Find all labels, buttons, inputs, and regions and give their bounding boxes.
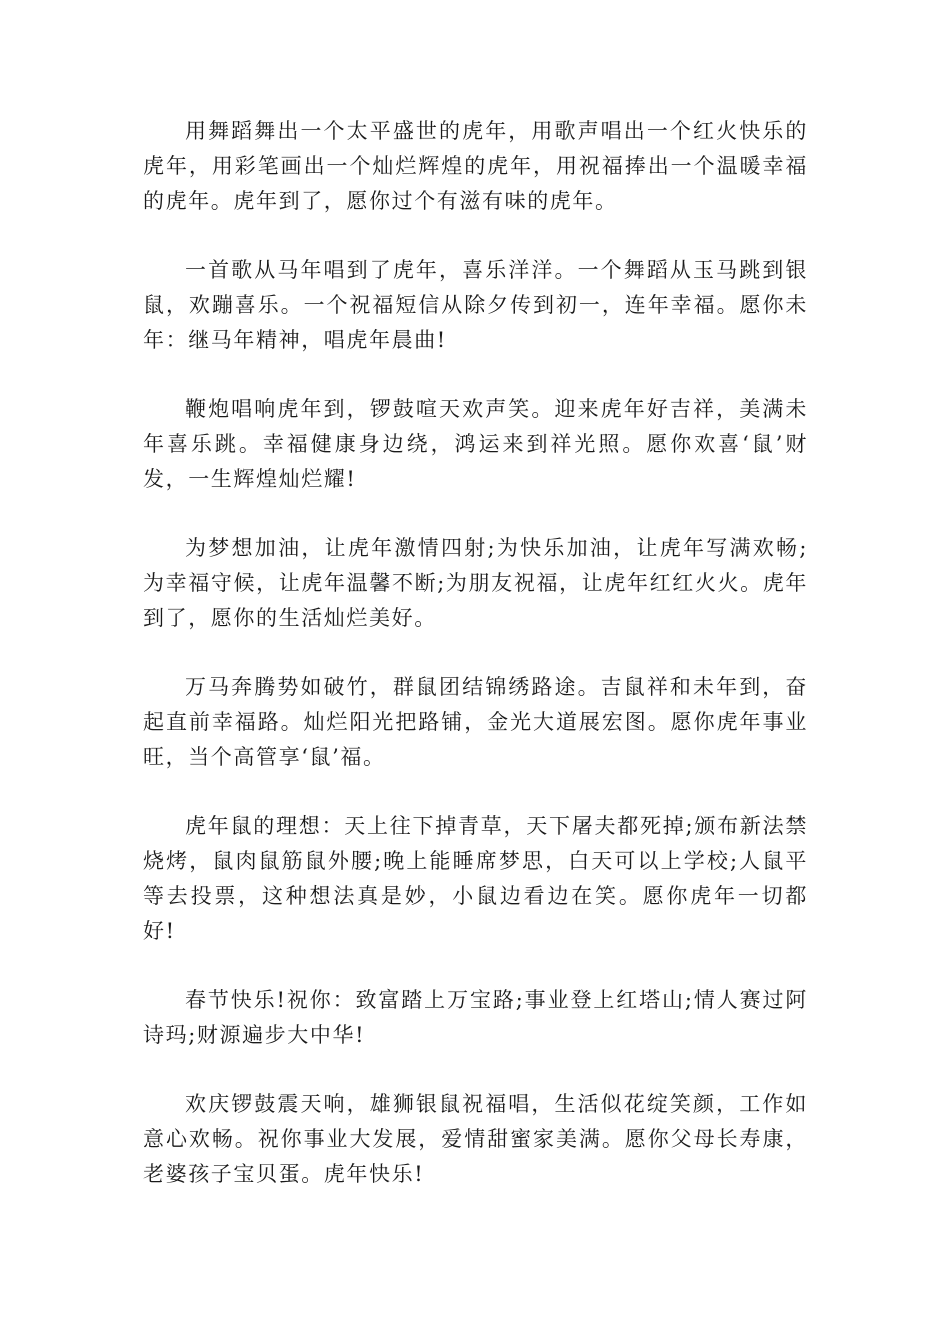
paragraph: 春节快乐!祝你：致富踏上万宝路;事业登上红塔山;情人赛过阿诗玛;财源遍步大中华!	[143, 988, 808, 1047]
paragraph: 一首歌从马年唱到了虎年，喜乐洋洋。一个舞蹈从玉马跳到银鼠，欢蹦喜乐。一个祝福短信从除夕传到初一，连年幸福。愿你未年：继马年精神，唱虎年晨曲!	[143, 258, 808, 352]
paragraph: 为梦想加油，让虎年激情四射;为快乐加油，让虎年写满欢畅;为幸福守候，让虎年温馨不断;为朋友祝福，让虎年红红火火。虎年到了，愿你的生活灿烂美好。	[143, 536, 808, 630]
paragraph: 万马奔腾势如破竹，群鼠团结锦绣路途。吉鼠祥和未年到，奋起直前幸福路。灿烂阳光把路铺，金光大道展宏图。愿你虎年事业旺，当个高管享‘鼠’福。	[143, 675, 808, 769]
paragraph: 鞭炮唱响虎年到，锣鼓喧天欢声笑。迎来虎年好吉祥，美满未年喜乐跳。幸福健康身边绕，鸿运来到祥光照。愿你欢喜‘鼠’财发，一生辉煌灿烂耀!	[143, 397, 808, 491]
paragraph: 虎年鼠的理想：天上往下掉青草，天下屠夫都死掉;颁布新法禁烧烤，鼠肉鼠筋鼠外腰;晚上能睡席梦思，白天可以上学校;人鼠平等去投票，这种想法真是妙，小鼠边看边在笑。愿你虎年一切都好!	[143, 814, 808, 943]
paragraph: 用舞蹈舞出一个太平盛世的虎年，用歌声唱出一个红火快乐的虎年，用彩笔画出一个灿烂辉煌的虎年，用祝福捧出一个温暖幸福的虎年。虎年到了，愿你过个有滋有味的虎年。	[143, 119, 808, 213]
paragraph: 欢庆锣鼓震天响，雄狮银鼠祝福唱，生活似花绽笑颜，工作如意心欢畅。祝你事业大发展，爱情甜蜜家美满。愿你父母长寿康，老婆孩子宝贝蛋。虎年快乐!	[143, 1092, 808, 1186]
document-body	[143, 114, 808, 1226]
